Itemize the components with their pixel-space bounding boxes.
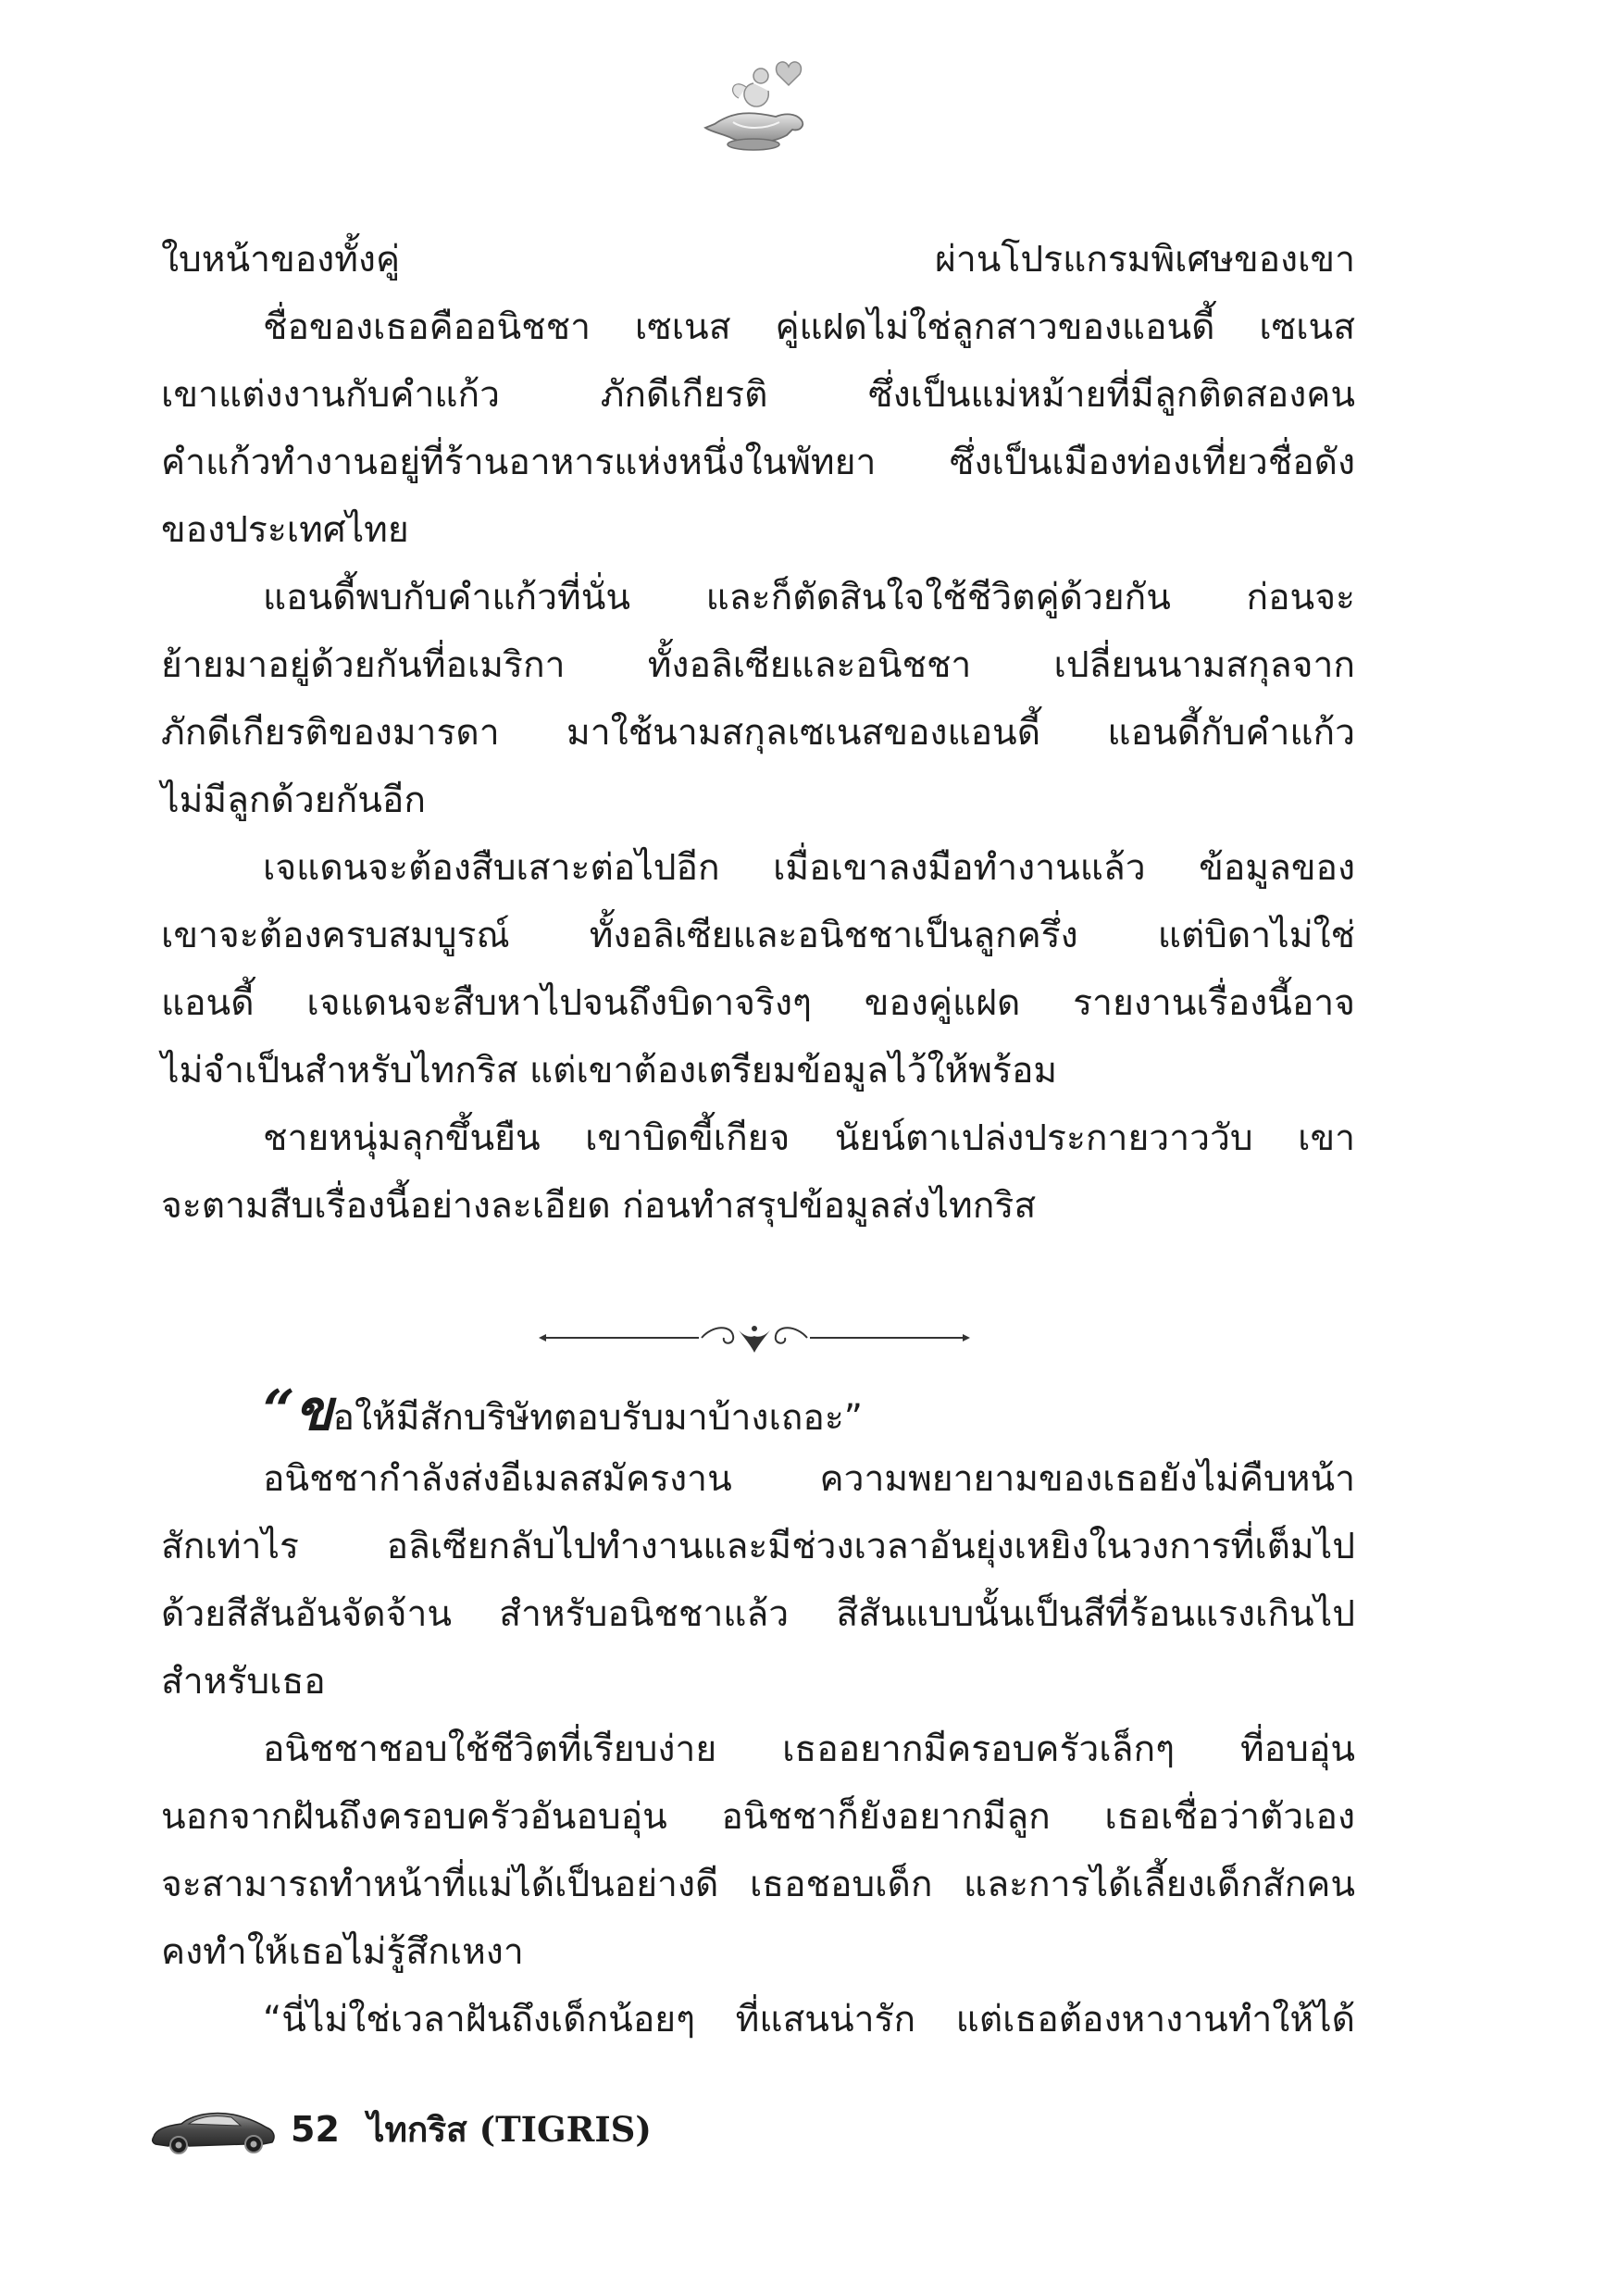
paragraph-block-1 [161, 226, 1355, 1240]
text-line: อนิชชาชอบใช้ชีวิตที่เรียบง่าย เธออยากมีครอบครัวเล็กๆ ที่อบอุ่น [263, 1728, 1355, 1770]
page-footer [148, 2094, 652, 2165]
text-line: อนิชชากำลังส่งอีเมลสมัครงาน ความพยายามของเธอยังไม่คืบหน้า [263, 1458, 1355, 1500]
text-line: จะตามสืบเรื่องนี้อย่างละเอียด ก่อนทำสรุปข้อมูลส่งไทกริส [161, 1185, 1037, 1227]
text-line: แอนดี้พบกับคำแก้วที่นั่น และก็ตัดสินใจใช้ชีวิตคู่ด้วยกัน ก่อนจะ [263, 577, 1355, 618]
text-line: นอกจากฝันถึงครอบครัวอันอบอุ่น อนิชชาก็ยังอยากมีลูก เธอเชื่อว่าตัวเอง [161, 1796, 1355, 1838]
page-number: 52 [291, 2109, 340, 2150]
opening-line [161, 1378, 1355, 1445]
text-line: ด้วยสีสันอันจัดจ้าน สำหรับอนิชชาแล้ว สีสันแบบนั้นเป็นสีที่ร้อนแรงเกินไป [161, 1593, 1355, 1635]
book-title: ไทกริส (TIGRIS) [367, 2108, 652, 2150]
text-line: ไม่จำเป็นสำหรับไทกริส แต่เขาต้องเตรียมข้อมูลไว้ให้พร้อม [161, 1050, 1058, 1092]
text-line: ชื่อของเธอคืออนิชชา เซเนส คู่แฝดไม่ใช่ลูกสาวของแอนดี้ เซเนส [263, 306, 1355, 348]
text-line: เขาแต่งงานกับคำแก้ว ภักดีเกียรติ ซึ่งเป็นแม่หม้ายที่มีลูกติดสองคน [161, 374, 1355, 416]
text-line: ไม่มีลูกด้วยกันอีก [161, 780, 426, 821]
drop-cap: ข [294, 1379, 333, 1443]
text-line: เขาจะต้องครบสมบูรณ์ ทั้งอลิเซียและอนิชชาเป็นลูกครึ่ง แต่บิดาไม่ใช่ [161, 915, 1355, 956]
cupid-lamp-icon [696, 56, 816, 157]
paragraph-block-2 [161, 1378, 1355, 2053]
text-line: ย้ายมาอยู่ด้วยกันที่อเมริกา ทั้งอลิเซียและอนิชชา เปลี่ยนนามสกุลจาก [161, 644, 1355, 686]
text-line: จะสามารถทำหน้าที่แม่ได้เป็นอย่างดี เธอชอบเด็ก และการได้เลี้ยงเด็กสักคน [161, 1864, 1355, 1905]
text-line: สำหรับเธอ [161, 1661, 326, 1703]
text-line: ภักดีเกียรติของมารดา มาใช้นามสกุลเซเนสของแอนดี้ แอนดี้กับคำแก้ว [161, 712, 1355, 754]
text-line: ของประเทศไทย [161, 509, 409, 551]
text-line: “นี่ไม่ใช่เวลาฝันถึงเด็กน้อยๆ ที่แสนน่ารัก แต่เธอต้องหางานทำให้ได้ [263, 1999, 1355, 2040]
text-line: คงทำให้เธอไม่รู้สึกเหงา [161, 1931, 524, 1973]
car-icon [148, 2102, 278, 2157]
text-line: คำแก้วทำงานอยู่ที่ร้านอาหารแห่งหนึ่งในพัทยา ซึ่งเป็นเมืองท่องเที่ยวชื่อดัง [161, 442, 1355, 483]
text-line: เจแดนจะต้องสืบเสาะต่อไปอีก เมื่อเขาลงมือทำงานแล้ว ข้อมูลของ [263, 847, 1355, 889]
text-line: ชายหนุ่มลุกขึ้นยืน เขาบิดขี้เกียจ นัยน์ตาเปล่งประกายวาววับ เขา [263, 1117, 1355, 1159]
opening-quote: “ [263, 1379, 295, 1443]
text-line: สักเท่าไร อลิเซียกลับไปทำงานและมีช่วงเวลาอันยุ่งเหยิงในวงการที่เต็มไป [161, 1526, 1355, 1567]
opening-line-rest: อให้มีสักบริษัทตอบรับมาบ้างเถอะ” [332, 1397, 863, 1439]
text-line: แอนดี้ เจแดนจะสืบหาไปจนถึงบิดาจริงๆ ของคู่แฝด รายงานเรื่องนี้อาจ [161, 982, 1355, 1024]
flourish-divider-icon [537, 1319, 972, 1356]
text-line: ใบหน้าของทั้งคู่ ผ่านโปรแกรมพิเศษของเขา [161, 239, 1355, 281]
